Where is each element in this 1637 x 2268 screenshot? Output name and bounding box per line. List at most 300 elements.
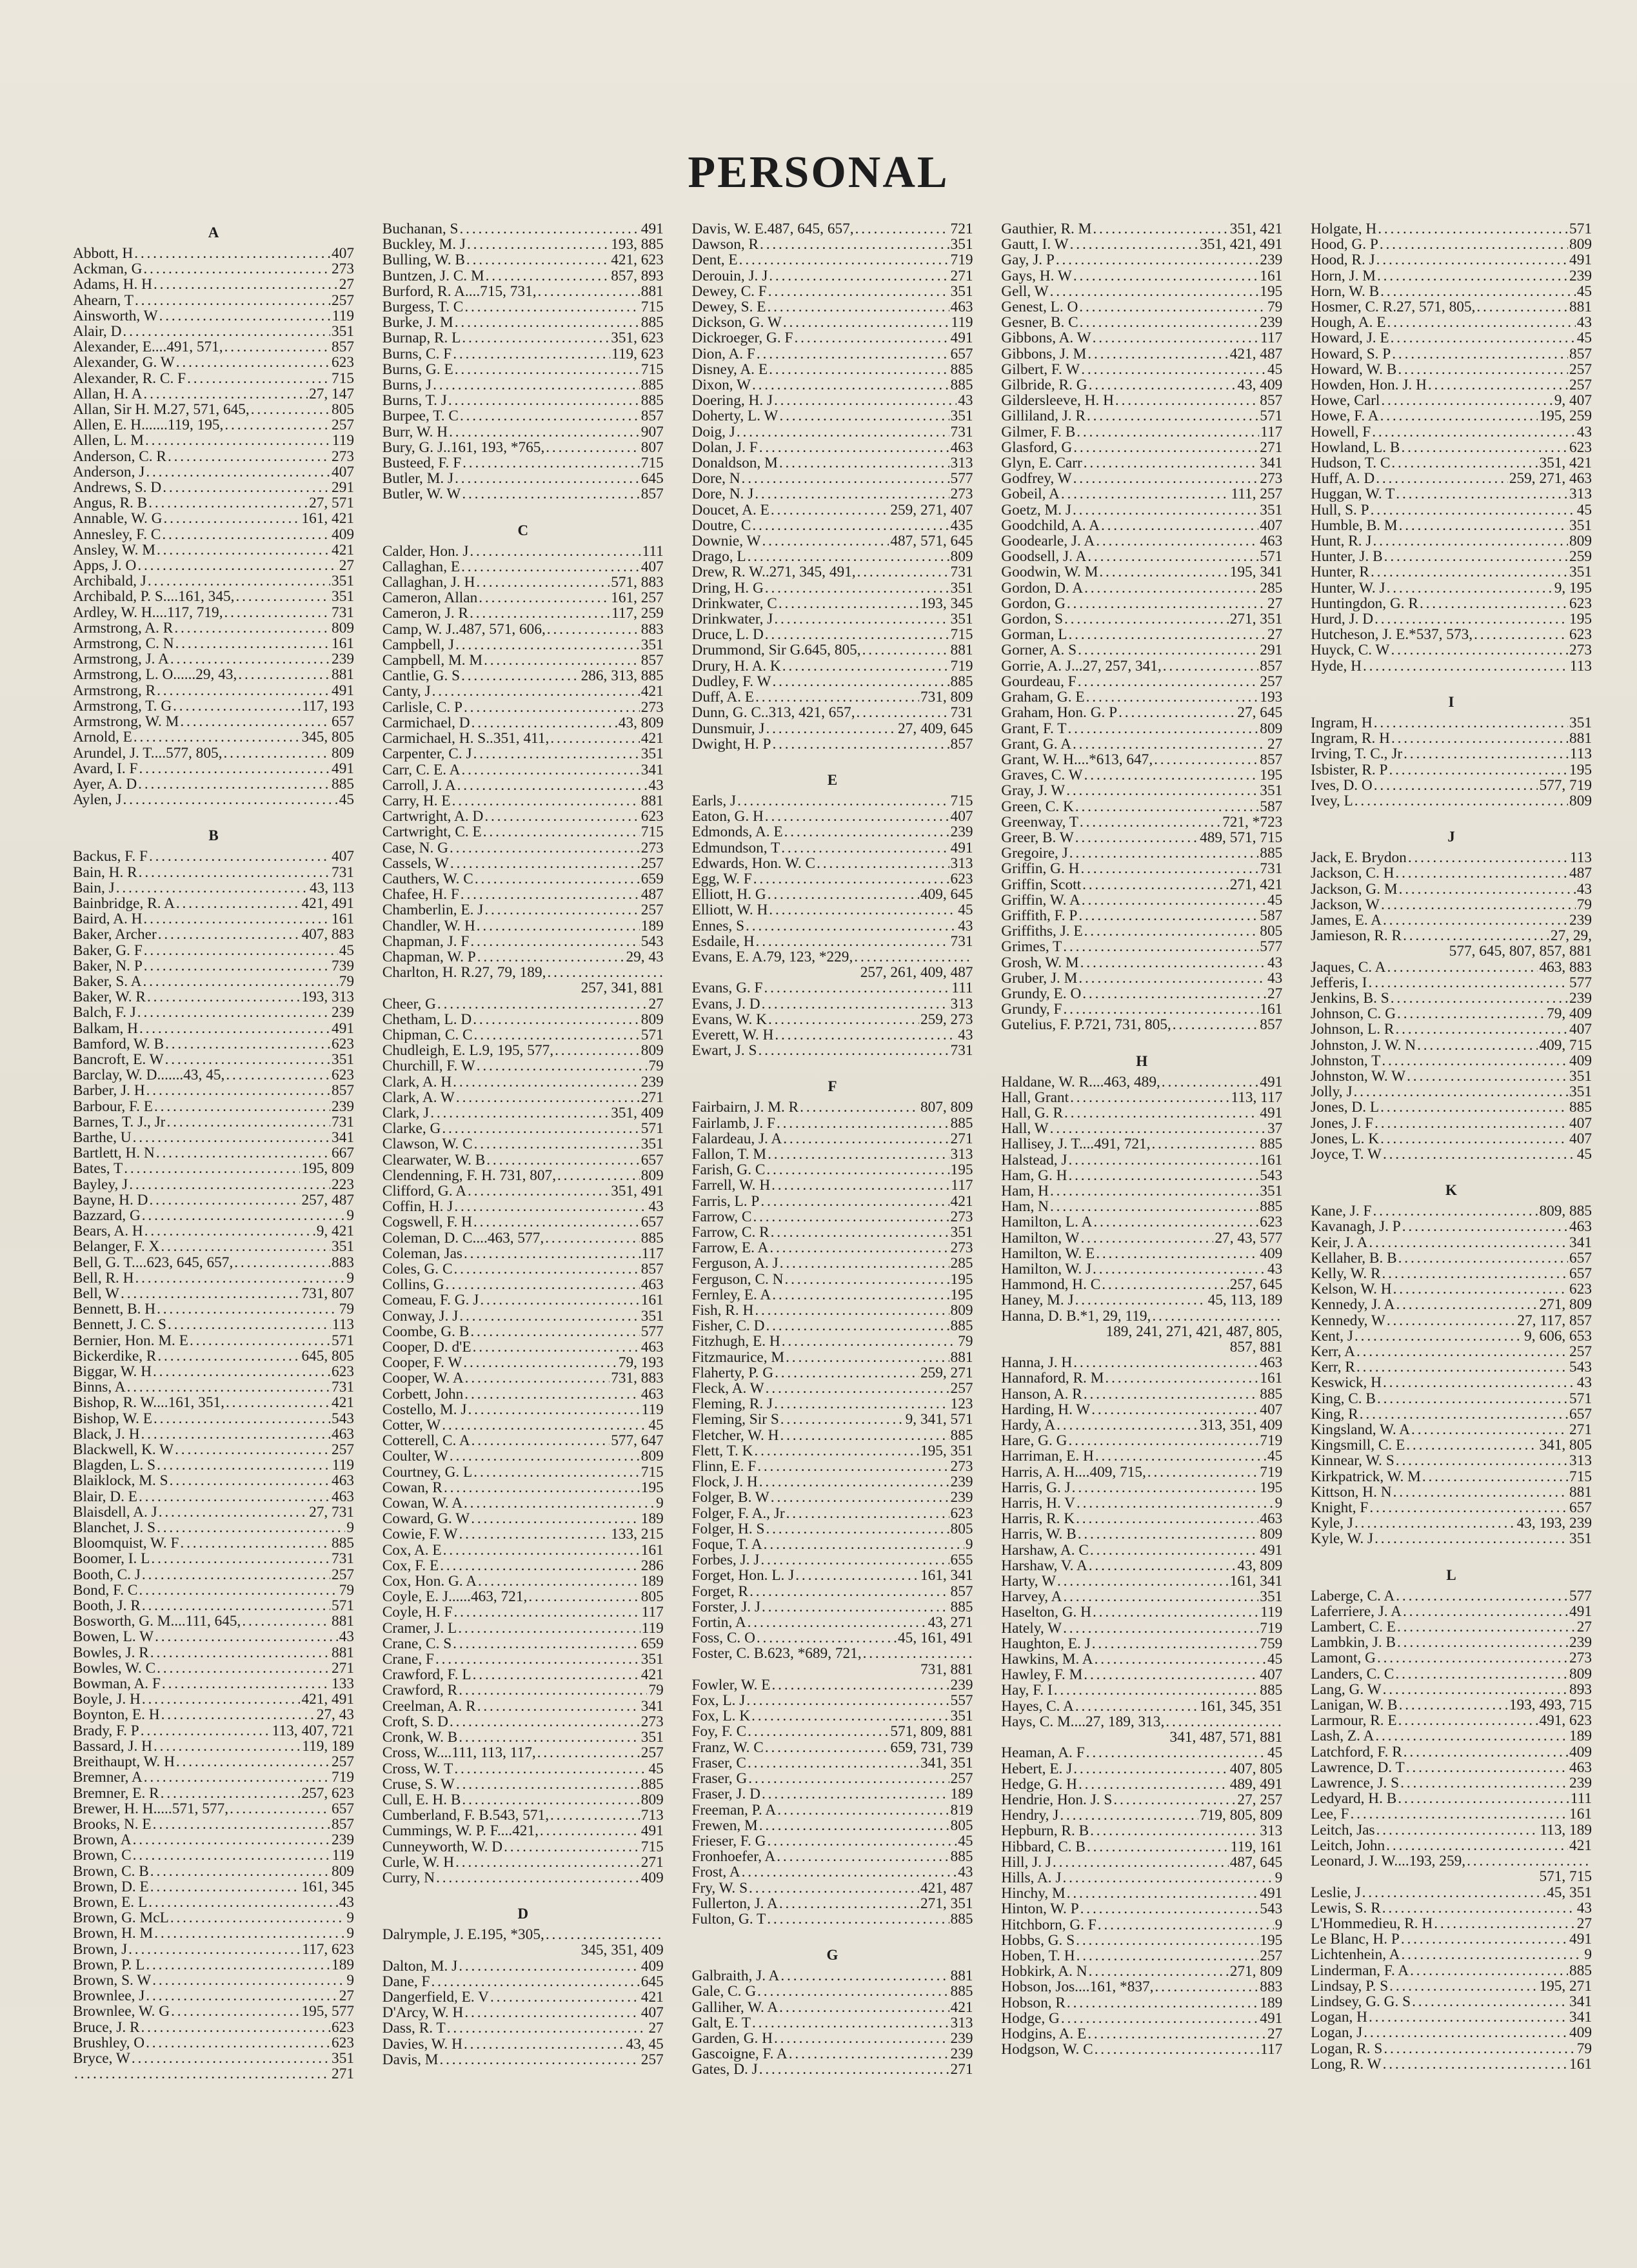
entry-pages: 43, 809 bbox=[1237, 1557, 1283, 1574]
dot-leader bbox=[457, 778, 648, 793]
dot-leader bbox=[437, 996, 648, 1012]
index-entry bbox=[692, 1740, 973, 1755]
entry-name: Hodgins, A. E bbox=[1001, 2026, 1087, 2042]
entry-name: Griffin, Scott bbox=[1001, 876, 1082, 892]
entry-name: Jefferis, I bbox=[1311, 974, 1367, 991]
index-entry bbox=[73, 527, 354, 542]
entry-name: Leitch, John bbox=[1311, 1837, 1385, 1854]
entry-name: Corbett, John bbox=[382, 1386, 464, 1402]
dot-leader bbox=[1354, 1084, 1569, 1099]
dot-leader bbox=[1152, 1308, 1281, 1324]
index-entry bbox=[382, 1433, 664, 1448]
dot-leader bbox=[1383, 2056, 1568, 2072]
index-entry bbox=[382, 1823, 664, 1839]
dot-leader bbox=[765, 1740, 889, 1755]
entry-pages: 9 bbox=[346, 1910, 354, 1926]
entry-pages: 463 bbox=[1569, 1759, 1592, 1776]
dot-leader bbox=[1050, 284, 1259, 299]
index-entry bbox=[1001, 1246, 1282, 1261]
entry-name: Clearwater, W. B bbox=[382, 1152, 486, 1168]
index-entry bbox=[1311, 611, 1592, 627]
dot-leader bbox=[1380, 1099, 1568, 1115]
dot-leader bbox=[149, 1192, 300, 1208]
dot-leader bbox=[464, 1246, 640, 1261]
entry-name: Fronhoefer, A bbox=[691, 1849, 776, 1865]
entry-pages: 133, 215 bbox=[611, 1526, 664, 1543]
index-entry bbox=[1311, 928, 1592, 943]
entry-pages: 421 bbox=[640, 1667, 664, 1683]
index-entry bbox=[1311, 471, 1592, 486]
index-entry bbox=[1001, 1464, 1282, 1480]
index-entry bbox=[1001, 502, 1282, 518]
index-entry bbox=[73, 402, 354, 417]
dot-leader bbox=[777, 1802, 949, 1818]
entry-pages: 351 bbox=[332, 1051, 354, 1068]
entry-pages: 351 bbox=[332, 573, 354, 589]
entry-name: Harris, H. V bbox=[1001, 1495, 1075, 1512]
entry-name: Clark, A. W bbox=[382, 1089, 455, 1105]
dot-leader bbox=[134, 729, 301, 745]
index-entry bbox=[73, 2004, 354, 2019]
entry-name: Dunn, G. C..313, 421, 657, bbox=[691, 705, 855, 721]
index-entry bbox=[1311, 1053, 1592, 1069]
entry-pages: 491 bbox=[332, 760, 354, 776]
index-entry bbox=[382, 809, 664, 824]
index-entry bbox=[692, 1724, 973, 1739]
entry-pages: 27 bbox=[1576, 1915, 1592, 1932]
entry-name: Fish, R. H bbox=[691, 1303, 754, 1319]
entry-name: Glasford, G bbox=[1001, 439, 1073, 456]
entry-name: Kyle, J bbox=[1311, 1515, 1354, 1532]
entry-pages: 577 bbox=[1569, 1588, 1592, 1604]
index-entry bbox=[382, 1448, 664, 1464]
entry-pages: 119 bbox=[641, 1401, 664, 1418]
entry-name: Foster, C. B.623, *689, 721, bbox=[691, 1646, 862, 1662]
index-entry bbox=[73, 1910, 354, 1926]
entry-pages: 119, 623 bbox=[611, 346, 664, 362]
dot-leader bbox=[470, 934, 639, 949]
index-entry bbox=[382, 668, 664, 684]
index-entry bbox=[73, 1926, 354, 1941]
dot-leader bbox=[1068, 627, 1265, 642]
dot-leader bbox=[766, 1162, 949, 1178]
entry-name: Coleman, D. C....463, 577, bbox=[382, 1230, 544, 1246]
entry-name: Doutre, C bbox=[691, 517, 751, 534]
entry-pages: 351 bbox=[1569, 517, 1592, 534]
index-entry bbox=[382, 1012, 664, 1027]
entry-pages: 341 bbox=[1569, 1234, 1592, 1250]
index-entry bbox=[692, 1099, 973, 1115]
entry-continuation: 571, 715 bbox=[1539, 1869, 1592, 1885]
entry-pages: 577, 719 bbox=[1539, 777, 1592, 793]
entry-pages: 809 bbox=[640, 1791, 664, 1808]
entry-name: Baker, W. R bbox=[73, 989, 146, 1005]
entry-name: Hanna, D. B.*1, 29, 119, bbox=[1001, 1308, 1151, 1324]
entry-name: Archibald, J bbox=[73, 573, 146, 589]
entry-pages: 407 bbox=[640, 2005, 664, 2021]
dot-leader bbox=[464, 700, 640, 715]
entry-name: Butler, M. J bbox=[382, 471, 454, 487]
entry-name: Flinn, E. F bbox=[691, 1459, 757, 1475]
index-entry bbox=[1311, 1422, 1592, 1437]
entry-pages: 257 bbox=[332, 1566, 354, 1583]
entry-pages: 27 bbox=[339, 558, 354, 574]
index-entry bbox=[73, 651, 354, 667]
entry-name: Hobson, R bbox=[1001, 1995, 1066, 2011]
dot-leader bbox=[473, 1464, 640, 1480]
entry-name: Cooper, F. W bbox=[382, 1355, 462, 1371]
dot-leader bbox=[1061, 2011, 1258, 2026]
dot-leader bbox=[767, 299, 949, 315]
entry-name: Gorman, L bbox=[1001, 627, 1067, 643]
entry-pages: 657 bbox=[1569, 1500, 1592, 1516]
entry-pages: 313 bbox=[950, 855, 973, 871]
entry-name: Annesley, F. C bbox=[73, 526, 161, 542]
dot-leader bbox=[1404, 746, 1569, 762]
index-entry bbox=[692, 736, 973, 752]
index-entry bbox=[692, 871, 973, 887]
dot-leader bbox=[463, 1355, 617, 1370]
dot-leader bbox=[450, 1448, 640, 1464]
entry-pages: 881 bbox=[950, 1349, 973, 1365]
dot-leader bbox=[764, 980, 951, 996]
entry-pages: 239 bbox=[332, 1005, 354, 1021]
index-entry bbox=[692, 627, 973, 642]
entry-pages: 43 bbox=[1576, 881, 1592, 897]
entry-pages: 657 bbox=[332, 1800, 354, 1817]
dot-leader bbox=[145, 433, 331, 448]
entry-name: Gutelius, F. P.721, 731, 805, bbox=[1001, 1017, 1171, 1033]
dot-leader bbox=[159, 1504, 308, 1520]
entry-name: Kirkpatrick, W. M bbox=[1311, 1468, 1421, 1484]
entry-name: Davies, W. H bbox=[382, 2036, 462, 2052]
entry-name: Harding, H. W bbox=[1001, 1401, 1091, 1418]
entry-pages: 623 bbox=[332, 2035, 354, 2051]
entry-pages: 341 bbox=[1569, 1993, 1592, 2010]
entry-name: Booth, J. R bbox=[73, 1598, 141, 1614]
entry-pages: 577, 647 bbox=[611, 1433, 664, 1449]
entry-pages: 9, 407 bbox=[1554, 393, 1592, 409]
entry-name: Hammond, H. C bbox=[1001, 1277, 1101, 1293]
entry-pages: 259, 271, 463 bbox=[1509, 471, 1592, 487]
entry-pages: 885 bbox=[950, 1849, 973, 1865]
index-entry bbox=[73, 792, 354, 807]
entry-name: Fox, L. K bbox=[691, 1708, 751, 1724]
index-entry bbox=[382, 315, 664, 330]
entry-name: Case, N. G bbox=[382, 840, 448, 856]
index-entry bbox=[1001, 877, 1282, 892]
index-entry bbox=[692, 1615, 973, 1630]
entry-name: Drinkwater, J bbox=[691, 611, 773, 627]
entry-name: Crawford, F. L bbox=[382, 1667, 471, 1683]
index-entry bbox=[1001, 799, 1282, 814]
index-entry bbox=[1001, 1933, 1282, 1948]
section-letter: E bbox=[827, 771, 838, 788]
entry-name: Ham, H bbox=[1001, 1183, 1049, 1199]
dot-leader bbox=[780, 1256, 949, 1271]
entry-name: Jones, J. F bbox=[1311, 1115, 1374, 1131]
dot-leader bbox=[758, 1043, 949, 1058]
entry-pages: 351 bbox=[950, 611, 973, 627]
entry-pages: 731 bbox=[332, 1114, 354, 1130]
entry-pages: 857 bbox=[332, 339, 354, 355]
section-gap bbox=[692, 1927, 973, 1944]
dot-leader bbox=[1399, 1697, 1508, 1713]
entry-name: Gilbert, F. W bbox=[1001, 361, 1080, 378]
dot-leader bbox=[154, 1099, 330, 1114]
entry-name: Brady, F. P bbox=[73, 1722, 139, 1739]
entry-name: Isbister, R. P bbox=[1311, 762, 1388, 778]
dot-leader bbox=[780, 1428, 949, 1443]
entry-pages: 161 bbox=[1569, 2056, 1592, 2072]
entry-name: Bamford, W. B bbox=[73, 1036, 164, 1052]
dot-leader bbox=[550, 1808, 640, 1823]
entry-pages: 273 bbox=[950, 486, 973, 502]
index-entry bbox=[692, 1584, 973, 1599]
index-columns bbox=[73, 221, 1592, 2233]
dot-leader bbox=[1382, 1053, 1568, 1069]
entry-name: Comeau, F. G. J bbox=[382, 1292, 479, 1308]
dot-leader bbox=[749, 1584, 949, 1599]
index-entry bbox=[73, 1052, 354, 1067]
index-entry bbox=[73, 1988, 354, 2004]
entry-pages: 239 bbox=[640, 1074, 664, 1090]
entry-name: Buckley, M. J bbox=[382, 237, 466, 253]
dot-leader bbox=[1090, 1823, 1258, 1839]
dot-leader bbox=[139, 1489, 330, 1504]
entry-pages: 9, 195 bbox=[1554, 580, 1592, 596]
section-letter: H bbox=[1136, 1052, 1148, 1069]
entry-pages: 43, 113 bbox=[309, 880, 354, 896]
entry-pages: 885 bbox=[1569, 1099, 1592, 1116]
entry-pages: 193 bbox=[1260, 689, 1283, 705]
entry-name: Brown, E. L bbox=[73, 1894, 148, 1911]
entry-pages: 885 bbox=[950, 1984, 973, 2000]
entry-name: Huntingdon, G. R bbox=[1311, 595, 1418, 612]
entry-name: Graves, C. W bbox=[1001, 767, 1083, 784]
entry-pages: 189 bbox=[950, 1786, 973, 1802]
entry-name: Coombe, G. B bbox=[382, 1323, 470, 1340]
index-entry bbox=[382, 1402, 664, 1417]
dot-leader bbox=[760, 1194, 949, 1209]
entry-pages: 809 bbox=[332, 620, 354, 636]
entry-name: Horn, W. B bbox=[1311, 283, 1380, 300]
entry-pages: 807 bbox=[640, 439, 664, 456]
entry-name: Burns, T. J bbox=[382, 393, 447, 409]
entry-name: Gauthier, R. M bbox=[1001, 221, 1092, 237]
index-entry bbox=[382, 902, 664, 918]
dot-leader bbox=[1081, 362, 1266, 377]
entry-pages: 623 bbox=[1569, 439, 1592, 456]
dot-leader bbox=[148, 495, 308, 511]
entry-pages: 257, 487 bbox=[301, 1192, 354, 1208]
entry-pages: 79 bbox=[1576, 2040, 1592, 2056]
entry-pages: 195, 341 bbox=[1229, 564, 1283, 580]
dot-leader bbox=[143, 386, 308, 402]
entry-name: Biggar, W. H bbox=[73, 1364, 152, 1380]
index-entry bbox=[1311, 1666, 1592, 1682]
entry-name: Goodchild, A. A bbox=[1001, 517, 1100, 534]
entry-name: Haughton, E. J bbox=[1001, 1635, 1091, 1652]
entry-pages: 407 bbox=[332, 464, 354, 480]
index-entry bbox=[692, 2031, 973, 2046]
index-entry bbox=[692, 1630, 973, 1646]
entry-name: Cotter, W bbox=[382, 1417, 441, 1434]
entry-pages: 577 bbox=[640, 1323, 664, 1340]
index-entry bbox=[1001, 627, 1282, 642]
entry-name: Lamont, G bbox=[1311, 1650, 1376, 1666]
index-entry bbox=[1311, 1297, 1592, 1312]
dot-leader bbox=[1399, 518, 1568, 533]
entry-name: Jaques, C. A bbox=[1311, 959, 1386, 975]
index-entry bbox=[692, 393, 973, 408]
dot-leader bbox=[448, 393, 640, 408]
entry-name: Croft, S. D bbox=[382, 1713, 449, 1730]
entry-pages: 239 bbox=[1569, 1635, 1592, 1651]
entry-pages: 463 bbox=[640, 1386, 664, 1402]
entry-name: Howell, F bbox=[1311, 424, 1371, 440]
index-entry bbox=[1001, 2011, 1282, 2026]
index-entry bbox=[73, 745, 354, 761]
index-entry bbox=[1311, 1500, 1592, 1515]
entry-name: Howard, J. E bbox=[1311, 330, 1389, 346]
dot-leader bbox=[1362, 1885, 1545, 1900]
index-entry bbox=[382, 762, 664, 778]
dot-leader bbox=[133, 1848, 331, 1863]
dot-leader bbox=[1075, 1292, 1207, 1308]
index-entry bbox=[382, 2036, 664, 2052]
dot-leader bbox=[1086, 689, 1259, 705]
index-entry bbox=[73, 1613, 354, 1629]
index-entry bbox=[1001, 1964, 1282, 1979]
entry-name: Coleman, Jas bbox=[382, 1245, 462, 1261]
entry-name: Flett, T. K bbox=[691, 1443, 753, 1459]
index-entry bbox=[1311, 330, 1592, 346]
dot-leader bbox=[1056, 252, 1258, 268]
entry-pages: 885 bbox=[640, 1776, 664, 1792]
entry-name: Hays, C. M....27, 189, 313, bbox=[1001, 1713, 1165, 1730]
dot-leader bbox=[1376, 252, 1568, 268]
entry-name: Armstrong, R bbox=[73, 682, 156, 698]
index-entry bbox=[73, 1177, 354, 1192]
index-entry bbox=[692, 1802, 973, 1818]
entry-name: Dangerfield, E. V bbox=[382, 1989, 489, 2006]
dot-leader bbox=[1093, 1261, 1266, 1277]
entry-name: Brushley, O bbox=[73, 2035, 145, 2051]
index-column-4 bbox=[1001, 221, 1282, 2233]
dot-leader bbox=[1102, 1277, 1228, 1292]
entry-continuation: 257, 341, 881 bbox=[580, 980, 664, 996]
index-entry bbox=[692, 1287, 973, 1303]
dot-leader bbox=[455, 315, 640, 330]
entry-continuation: 577, 645, 807, 857, 881 bbox=[1449, 943, 1592, 960]
entry-name: Garden, G. H bbox=[691, 2030, 773, 2047]
entry-pages: 161 bbox=[1260, 268, 1283, 284]
entry-name: Howard, W. B bbox=[1311, 361, 1397, 378]
index-entry bbox=[692, 1365, 973, 1381]
entry-name: Binns, A bbox=[73, 1379, 126, 1395]
index-entry bbox=[382, 1308, 664, 1324]
entry-pages: 623 bbox=[950, 1505, 973, 1521]
index-entry bbox=[73, 1067, 354, 1083]
entry-pages: 571 bbox=[1569, 221, 1592, 237]
entry-pages: 113 bbox=[1569, 658, 1592, 674]
entry-name: Bloomquist, W. F bbox=[73, 1535, 179, 1552]
entry-pages: 421, 487 bbox=[920, 1880, 973, 1896]
dot-leader bbox=[1073, 736, 1266, 752]
entry-name: Kellaher, B. B bbox=[1311, 1250, 1397, 1266]
entry-pages: 421 bbox=[950, 1193, 973, 1209]
section-gap bbox=[1311, 1162, 1592, 1179]
entry-pages: 29, 43 bbox=[626, 949, 664, 965]
dot-leader bbox=[1093, 1604, 1259, 1620]
entry-name: Brown, A bbox=[73, 1832, 132, 1848]
entry-pages: 111 bbox=[1570, 1791, 1592, 1807]
index-entry bbox=[1001, 1667, 1282, 1682]
entry-pages: 351 bbox=[1260, 1183, 1283, 1199]
dot-leader bbox=[1396, 1453, 1568, 1468]
dot-leader bbox=[464, 1495, 655, 1511]
entry-name: Aylen, J bbox=[73, 792, 122, 808]
entry-name: Johnson, C. G bbox=[1311, 1006, 1396, 1022]
dot-leader bbox=[435, 1652, 640, 1667]
index-entry bbox=[1001, 440, 1282, 455]
entry-pages: 885 bbox=[950, 361, 973, 378]
entry-name: Harvey, A bbox=[1001, 1589, 1062, 1605]
entry-pages: 193, 885 bbox=[611, 237, 664, 253]
entry-name: Hamilton, W. J bbox=[1001, 1261, 1092, 1277]
entry-pages: 273 bbox=[640, 840, 664, 856]
dot-leader bbox=[461, 887, 640, 902]
entry-pages: 713 bbox=[640, 1808, 664, 1824]
index-entry bbox=[73, 1301, 354, 1317]
dot-leader bbox=[1084, 1386, 1258, 1402]
entry-name: Ackman, G bbox=[73, 261, 143, 277]
entry-pages: 117 bbox=[1260, 330, 1283, 346]
entry-name: Freeman, P. A bbox=[691, 1802, 777, 1818]
entry-pages: 123 bbox=[950, 1396, 973, 1412]
index-entry bbox=[692, 502, 973, 518]
entry-name: Folger, H. S bbox=[691, 1521, 765, 1537]
entry-pages: 491 bbox=[1569, 1603, 1592, 1620]
index-entry bbox=[692, 486, 973, 502]
dot-leader bbox=[144, 943, 338, 958]
entry-name: Gascoigne, F. A bbox=[691, 2046, 788, 2062]
entry-pages: 271, 351 bbox=[1229, 611, 1283, 627]
dot-leader bbox=[1084, 767, 1259, 783]
entry-pages: 881 bbox=[640, 283, 664, 300]
entry-name: Barber, J. H bbox=[73, 1083, 145, 1099]
entry-name: Chandler, W. H bbox=[382, 918, 475, 934]
entry-name: Alexander, E....491, 571, bbox=[73, 339, 223, 355]
entry-name: Forget, Hon. L. J bbox=[691, 1568, 795, 1584]
dot-leader bbox=[775, 1365, 919, 1381]
entry-pages: 351 bbox=[950, 408, 973, 424]
dot-leader bbox=[1373, 533, 1569, 549]
dot-leader bbox=[141, 1426, 331, 1442]
entry-pages: 421 bbox=[1569, 1837, 1592, 1854]
index-entry bbox=[1001, 1995, 1282, 2011]
entry-pages: 857 bbox=[640, 486, 664, 502]
entry-name: Callaghan, J. H bbox=[382, 575, 475, 591]
dot-leader bbox=[1377, 1650, 1568, 1666]
dot-leader bbox=[786, 1506, 949, 1521]
dot-leader bbox=[432, 1974, 640, 1989]
index-entry bbox=[73, 1848, 354, 1863]
index-entry bbox=[1001, 1870, 1282, 1886]
entry-pages: 27, 147 bbox=[309, 386, 354, 402]
dot-leader bbox=[135, 1270, 345, 1286]
